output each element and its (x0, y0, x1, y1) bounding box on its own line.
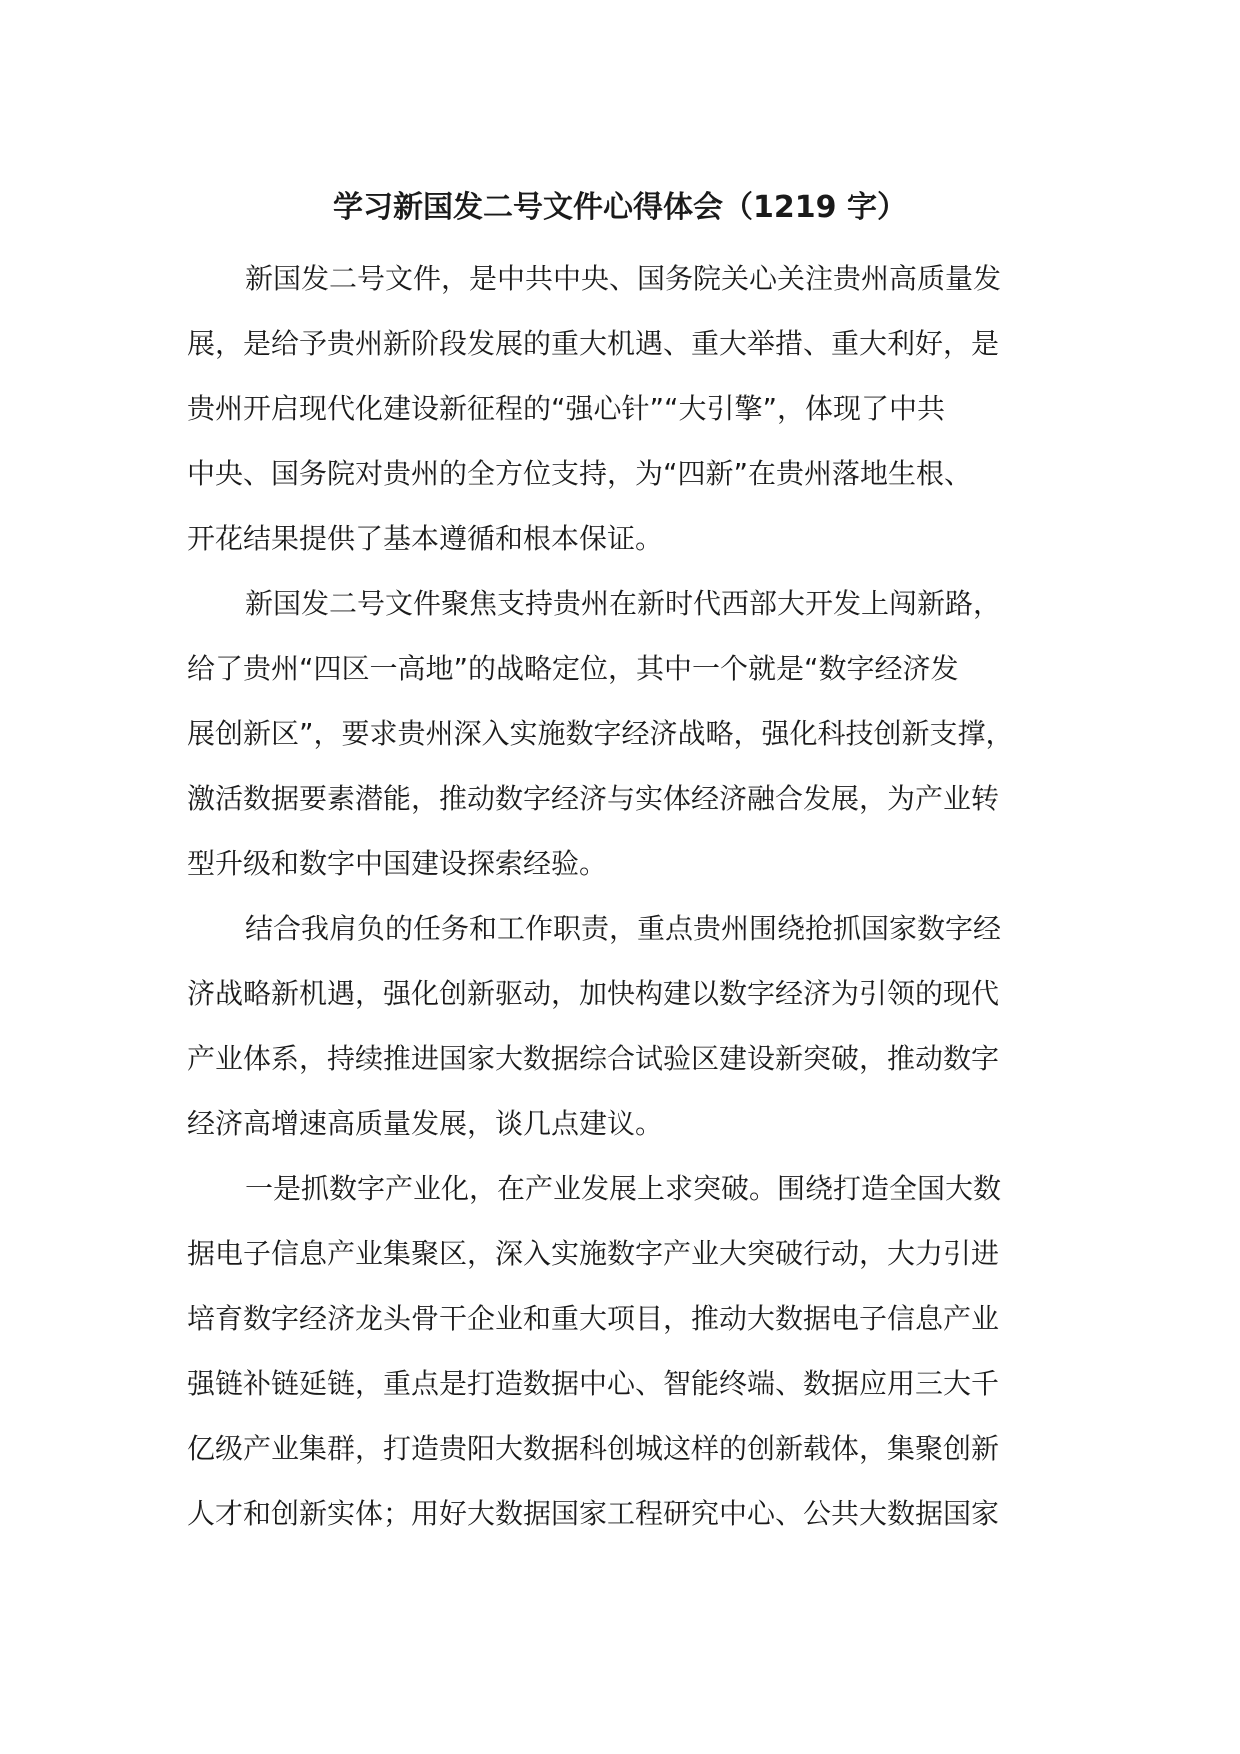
text-line: 亿级产业集群，打造贵阳大数据科创城这样的创新载体，集聚创新 (187, 1432, 1000, 1465)
text-line: 给了贵州“四区一高地”的战略定位，其中一个就是“数字经济发 (187, 652, 959, 685)
text-line: 中央、国务院对贵州的全方位支持，为“四新”在贵州落地生根、 (187, 457, 973, 490)
text-line: 结合我肩负的任务和工作职责，重点贵州围绕抢抓国家数字经 (245, 912, 1002, 945)
text-line: 开花结果提供了基本遵循和根本保证。 (187, 522, 664, 555)
text-line: 培育数字经济龙头骨干企业和重大项目，推动大数据电子信息产业 (187, 1302, 1000, 1335)
paragraph-3 (187, 896, 1067, 1156)
text-line: 产业体系，持续推进国家大数据综合试验区建设新突破，推动数字 (187, 1042, 1000, 1075)
paragraph-4 (187, 1156, 1067, 1546)
document-body (187, 246, 1067, 1546)
text-line: 贵州开启现代化建设新征程的“强心针”“大引擎”，体现了中共 (187, 392, 946, 425)
text-line: 新国发二号文件聚焦支持贵州在新时代西部大开发上闯新路， (245, 587, 1002, 620)
text-line: 激活数据要素潜能，推动数字经济与实体经济融合发展，为产业转 (187, 782, 1000, 815)
paragraph-1 (187, 246, 1067, 571)
text-line: 据电子信息产业集聚区，深入实施数字产业大突破行动，大力引进 (187, 1237, 1000, 1270)
text-line: 型升级和数字中国建设探索经验。 (187, 847, 608, 880)
document-title: 学习新国发二号文件心得体会（1219 字） (333, 190, 907, 225)
text-line: 一是抓数字产业化，在产业发展上求突破。围绕打造全国大数 (245, 1172, 1002, 1205)
text-line: 人才和创新实体；用好大数据国家工程研究中心、公共大数据国家 (187, 1497, 1000, 1530)
text-line: 济战略新机遇，强化创新驱动，加快构建以数字经济为引领的现代 (187, 977, 1000, 1010)
text-line: 展创新区”，要求贵州深入实施数字经济战略，强化科技创新支撑， (187, 717, 1014, 750)
text-line: 新国发二号文件，是中共中央、国务院关心关注贵州高质量发 (245, 262, 1002, 295)
text-line: 展，是给予贵州新阶段发展的重大机遇、重大举措、重大利好，是 (187, 327, 1000, 360)
text-line: 经济高增速高质量发展，谈几点建议。 (187, 1107, 664, 1140)
paragraph-2 (187, 571, 1067, 896)
text-line: 强链补链延链，重点是打造数据中心、智能终端、数据应用三大千 (187, 1367, 1000, 1400)
